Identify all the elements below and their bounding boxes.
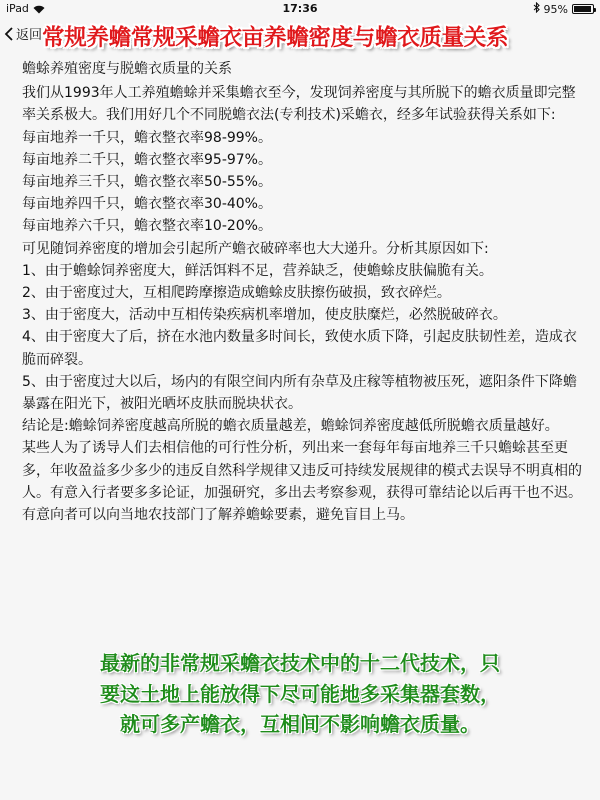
bluetooth-icon [533,2,540,16]
battery-percent: 95% [543,2,568,16]
paragraph: 有意向者可以向当地农技部门了解养蟾蜍要素，避免盲目上马。 [22,507,414,524]
footer-line: 要这土地上能放得下尽可能地多采集器套数， [100,681,500,706]
paragraph: 结论是:蟾蜍饲养密度越高所脱的蟾衣质量越差，蟾蜍饲养密度越低所脱蟾衣质量越好。 [22,418,559,435]
paragraph: 3、由于密度大，活动中互相传染疾病机率增加，使皮肤糜烂，必然脱破碎衣。 [22,307,507,324]
status-right [533,2,594,16]
paragraph: 某些人为了诱导人们去相信他的可行性分析，列出来一套每年每亩地养三千只蟾蜍甚至更多，年收盈益多少多少的违反自然科学规律又违反可持续发展规律的模式去误导不明真相的人。有意入行者要多多论证，加强研究，多出去考察参观，获得可靠结论以后再干也不迟。 [22,440,582,501]
paragraph: 4、由于密度大了后，挤在水池内数量多时间长，致使水质下降，引起皮肤韧性差，造成衣脆而碎裂。 [22,329,577,368]
paragraph: 5、由于密度过大以后，场内的有限空间内所有杂草及庄稼等植物被压死，遮阳条件下降蟾暴露在阳光下，被阳光晒坏皮肤而脱块状衣。 [22,373,577,413]
status-time: 17:36 [282,2,318,15]
chevron-left-icon [4,27,14,41]
paragraph: 每亩地养四千只，蟾衣整衣率30-40%。 [22,196,272,213]
page-title: 常规养蟾常规采蟾衣亩养蟾密度与蟾衣质量关系 [42,25,509,51]
paragraph: 每亩地养二千只，蟾衣整衣率95-97%。 [22,151,272,168]
paragraph: 每亩地养六千只，蟾衣整衣率10-20%。 [22,218,272,235]
paragraph-list [22,82,582,526]
status-bar [0,0,600,18]
footer-line: 最新的非常规采蟾衣技术中的十二代技术，只 [100,651,500,675]
article-subtitle: 蟾蜍养殖密度与脱蟾衣质量的关系 [22,61,232,77]
paragraph: 每亩地养一千只，蟾衣整衣率98-99%。 [22,129,272,146]
battery-icon [572,4,594,14]
paragraph: 2、由于密度过大，互相爬跨摩擦造成蟾蜍皮肤擦伤破损，致衣碎烂。 [22,285,451,302]
device-label: iPad [6,2,29,15]
footer-line: 就可多产蟾衣，互相间不影响蟾衣质量。 [120,712,480,736]
back-button[interactable] [4,24,42,43]
paragraph: 我们从1993年人工养殖蟾蜍并采集蟾衣至今，发现饲养密度与其所脱下的蟾衣质量即完整率关系极大。我们用好几个不同脱蟾衣法(专利技术)采蟾衣，经多年试验获得关系如下: [22,85,576,124]
navigation-bar [0,18,600,62]
footer-highlight [0,648,600,740]
paragraph: 可见随饲养密度的增加会引起所产蟾衣破碎率也大大递升。分析其原因如下: [22,240,489,257]
article-body [22,58,582,526]
paragraph: 1、由于蟾蜍饲养密度大，鲜活饵料不足，营养缺乏，使蟾蜍皮肤偏脆有关。 [22,262,493,279]
battery-fill [574,6,591,12]
paragraph: 每亩地养三千只，蟾衣整衣率50-55%。 [22,174,272,191]
back-label: 返回 [16,28,43,43]
